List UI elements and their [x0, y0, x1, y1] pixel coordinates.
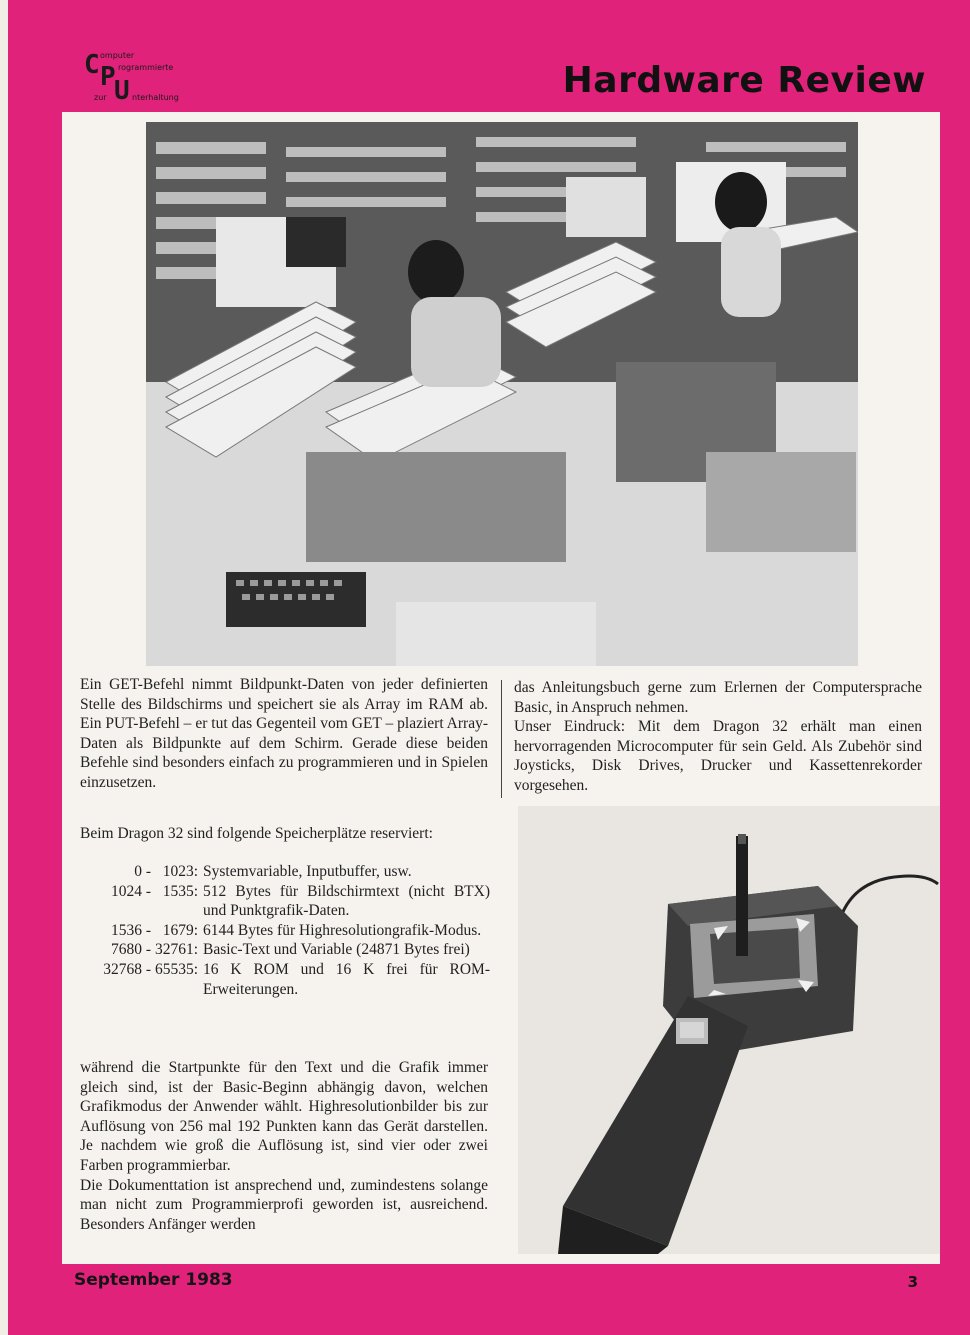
header-bar — [70, 50, 940, 112]
paragraph-text: das Anleitungsbuch gerne zum Erlernen der Computersprache Basic, in Anspruch nehmen. — [514, 679, 922, 716]
memory-row — [80, 882, 490, 921]
memory-row — [80, 940, 490, 960]
logo-letter-c: C — [84, 50, 100, 80]
memory-map-list — [80, 862, 490, 999]
page-edge — [0, 0, 8, 1335]
issue-date: September 1983 — [74, 1270, 233, 1290]
memory-desc: 512 Bytes für Bildschirmtext (nicht BTX) und Punktgrafik-Daten. — [203, 882, 490, 920]
paragraph-text: Die Dokumenttation ist ansprechend und, zumindestens solange man nicht zum Programmierprofi geworden ist, ausreichend. Besonders Anfänger werden — [80, 1176, 488, 1233]
logo-word-zur: zur — [94, 93, 107, 102]
section-title: Hardware Review — [562, 60, 926, 101]
memory-desc: Systemvariable, Inputbuffer, usw. — [203, 863, 412, 880]
paragraph-text: Beim Dragon 32 sind folgende Speicherplätze reserviert: — [80, 825, 433, 842]
joystick-photo — [518, 806, 940, 1254]
memory-row — [80, 921, 490, 941]
memory-range: 1024 - 1535: — [111, 882, 198, 900]
column-divider — [501, 680, 502, 798]
paragraph-text: während die Startpunkte für den Text und die Grafik immer gleich sind, ist der Basic-Beginn abhängig davon, welchen Grafikmodus der Anwender wählt. Highresolutionbilder bis zur Auflösung von 256 mal 192 Punkten kann das Gerät darstellen. Je nachdem wie groß die Auflösung ist, sind vier oder zwei Farben programmierbar. — [80, 1059, 488, 1174]
memory-desc: 16 K ROM und 16 K frei für ROM-Erweiterungen. — [203, 960, 490, 998]
memory-range: 1536 - 1679: — [111, 921, 198, 939]
logo-letter-p: P — [100, 62, 116, 92]
memory-desc: 6144 Bytes für Highresolutiongrafik-Modus. — [203, 921, 482, 939]
footer-bar — [62, 1264, 940, 1298]
logo-word-computer: omputer — [100, 51, 135, 60]
paragraph-graphics — [80, 1058, 488, 1234]
page-number: 3 — [907, 1273, 918, 1291]
paragraph-text: Unser Eindruck: Mit dem Dragon 32 erhält man einen hervorragenden Microcomputer für sein Geld. Als Zubehör sind Joysticks, Disk Drives, Drucker und Kassettenrekorder vorgesehen. — [514, 718, 922, 794]
memory-range: 0 - 1023: — [134, 863, 198, 880]
memory-range: 32768 - 65535: — [103, 960, 198, 978]
logo-letter-u: U — [114, 76, 130, 106]
memory-desc: Basic-Text und Variable (24871 Bytes frei) — [203, 941, 470, 959]
paragraph-text: Ein GET-Befehl nimmt Bildpunkt-Daten von jeder definierten Stelle des Bildschirms und speichert sie als Array im RAM ab. Ein PUT-Befehl – er tut das Gegenteil vom GET – plaziert Array-Daten als Bildpunkte auf dem Schirm. Gerade diese beiden Befehle sind besonders einfach zu programmieren und in Spielen einzusetzen. — [80, 676, 488, 791]
factory-photo — [146, 122, 858, 666]
paragraph-get-put — [80, 675, 488, 793]
cpu-logo — [82, 50, 217, 108]
logo-word-unterhaltung: nterhaltung — [132, 93, 179, 102]
logo-word-programmierte: rogrammierte — [118, 63, 174, 72]
memory-row — [80, 960, 490, 999]
memory-range: 7680 - 32761: — [111, 941, 198, 959]
memory-row — [80, 862, 490, 882]
paragraph-conclusion — [514, 678, 922, 796]
paragraph-memory-intro — [80, 824, 488, 844]
